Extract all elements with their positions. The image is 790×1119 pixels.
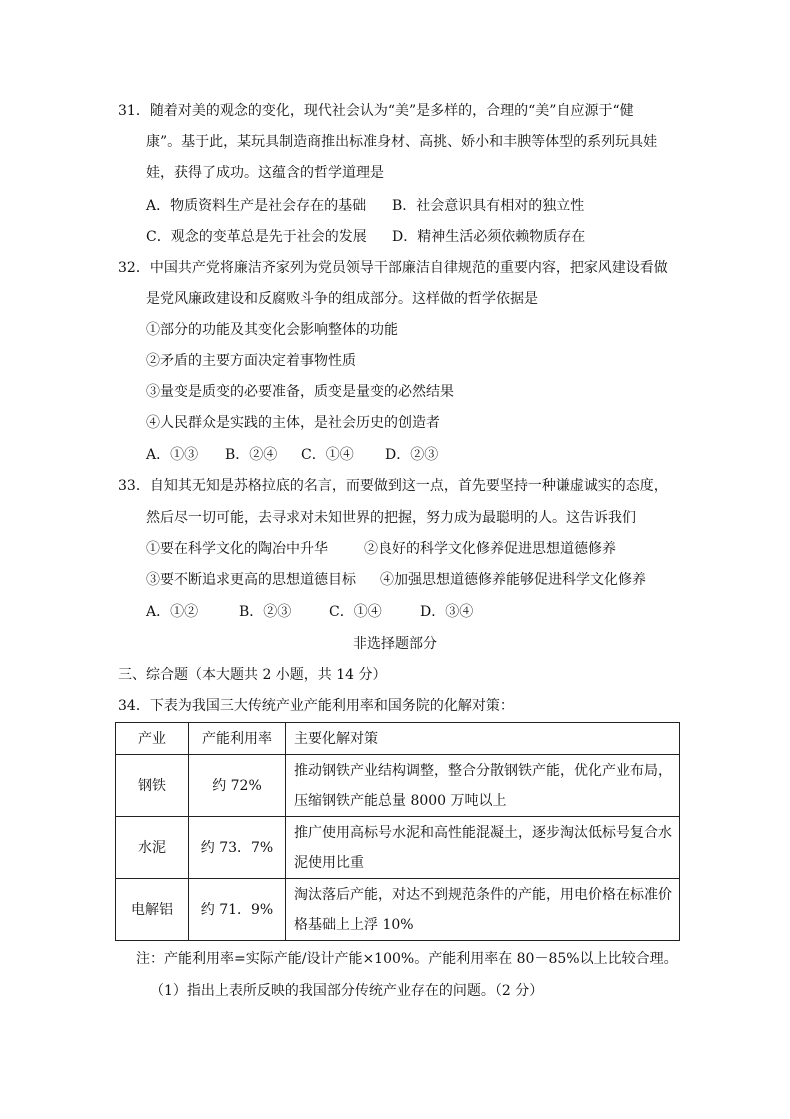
q33-statement-4: ④加强思想道德修养能够促进科学文化修养 — [380, 572, 646, 588]
measure-line: 推动钢铁产业结构调整，整合分散钢铁产能，优化产业布局， — [294, 762, 672, 779]
measures-cell — [286, 879, 680, 941]
header-measures: 主要化解对策 — [286, 723, 680, 755]
q34-intro: 34．下表为我国三大传统产业产能利用率和国务院的化解对策： — [118, 698, 514, 714]
q31-line-1: 31．随着对美的观念的变化，现代社会认为“美”是多样的，合理的“美”自应源于“健 — [118, 103, 634, 119]
table-note: 注：产能利用率=实际产能/设计产能×100%。产能利用率在 80－85%以上比较合理。 — [136, 951, 678, 967]
measure-line: 泥使用比重 — [294, 854, 364, 871]
industry-cell: 水泥 — [116, 817, 189, 879]
header-utilization-rate: 产能利用率 — [189, 723, 286, 755]
q32-statement-2: ②矛盾的主要方面决定着事物性质 — [146, 353, 356, 369]
measure-line: 推广使用高标号水泥和高性能混凝土，逐步淘汰低标号复合水 — [294, 824, 672, 841]
section-heading: 非选择题部分 — [353, 636, 437, 652]
industry-cell: 钢铁 — [116, 755, 189, 817]
part-3-title: 三、综合题（本大题共 2 小题，共 14 分） — [118, 667, 387, 683]
q33-option-d: D．③④ — [420, 604, 474, 620]
q31-option-c: C．观念的变革总是先于社会的发展 — [146, 229, 367, 245]
q33-line-2: 然后尽一切可能，去寻求对未知世界的把握，努力成为最聪明的人。这告诉我们 — [146, 510, 636, 526]
q34-sub-question-1: （1）指出上表所反映的我国部分传统产业存在的问题。（2 分） — [150, 983, 544, 999]
measures-cell — [286, 755, 680, 817]
q33-statement-3: ③要不断追求更高的思想道德目标 — [146, 572, 356, 588]
q31-line-3: 娃，获得了成功。这蕴含的哲学道理是 — [146, 165, 384, 181]
q32-option-d: D．②③ — [385, 447, 439, 463]
q32-option-a: A．①③ — [146, 447, 199, 463]
q32-statement-3: ③量变是质变的必要准备，质变是量变的必然结果 — [146, 384, 454, 400]
q31-option-a: A．物质资料生产是社会存在的基础 — [146, 198, 367, 214]
table-row — [116, 817, 680, 879]
q32-line-1: 32．中国共产党将廉洁齐家列为党员领导干部廉洁自律规范的重要内容，把家风建设看做 — [118, 260, 668, 276]
table-header-row — [116, 723, 680, 755]
industry-cell: 电解铝 — [116, 879, 189, 941]
rate-cell: 约 72% — [189, 755, 286, 817]
q33-option-b: B．②③ — [239, 604, 292, 620]
q32-statement-4: ④人民群众是实践的主体，是社会历史的创造者 — [146, 415, 440, 431]
table-row — [116, 755, 680, 817]
q31-option-b: B．社会意识具有相对的独立性 — [392, 198, 585, 214]
q31-line-2: 康”。基于此，某玩具制造商推出标准身材、高挑、娇小和丰腴等体型的系列玩具娃 — [146, 134, 658, 150]
industry-capacity-table — [115, 722, 680, 941]
table-row — [116, 879, 680, 941]
measure-line: 压缩钢铁产能总量 8000 万吨以上 — [294, 792, 507, 809]
q33-statement-2: ②良好的科学文化修养促进思想道德修养 — [364, 541, 616, 557]
measures-cell — [286, 817, 680, 879]
q32-option-c: C．①④ — [301, 447, 354, 463]
rate-cell: 约 71．9% — [189, 879, 286, 941]
q32-line-2: 是党风廉政建设和反腐败斗争的组成部分。这样做的哲学依据是 — [146, 291, 538, 307]
q33-option-a: A．①② — [146, 604, 199, 620]
q31-option-d: D．精神生活必须依赖物质存在 — [392, 229, 586, 245]
rate-cell: 约 73．7% — [189, 817, 286, 879]
q33-line-1: 33．自知其无知是苏格拉底的名言，而要做到这一点，首先要坚持一种谦虚诚实的态度， — [118, 478, 668, 494]
q32-statement-1: ①部分的功能及其变化会影响整体的功能 — [146, 322, 398, 338]
measure-line: 格基础上上浮 10% — [294, 916, 414, 933]
q33-statement-1: ①要在科学文化的陶冶中升华 — [146, 541, 328, 557]
measure-line: 淘汰落后产能，对达不到规范条件的产能，用电价格在标准价 — [294, 886, 672, 903]
header-industry: 产业 — [116, 723, 189, 755]
q32-option-b: B．②④ — [225, 447, 278, 463]
q33-option-c: C．①④ — [329, 604, 382, 620]
